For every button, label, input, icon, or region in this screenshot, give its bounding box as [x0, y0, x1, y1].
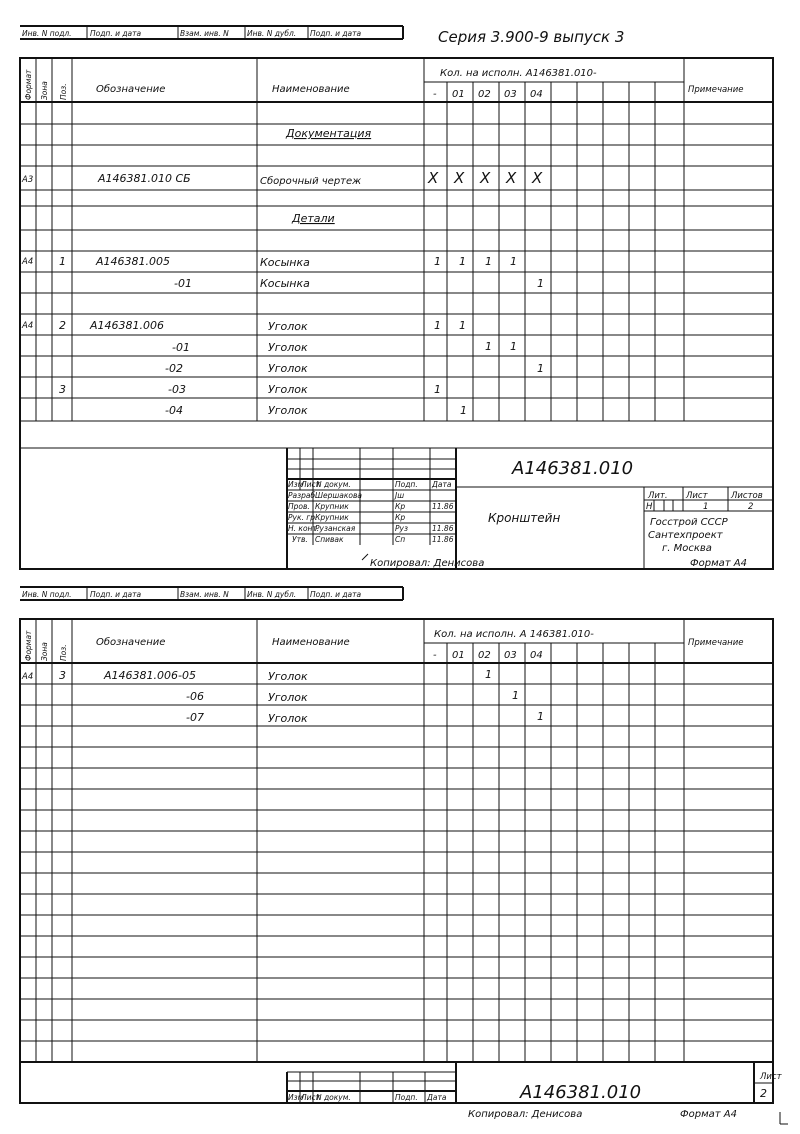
pos-cell: 1 — [59, 255, 66, 268]
qty-header: Кол. на исполн. А 146381.010- — [434, 629, 594, 640]
top-stamp — [20, 26, 403, 39]
zone-header: Зона — [40, 642, 49, 661]
stamp-sign-label: Подп. и дата — [90, 29, 142, 38]
name-cell: Уголок — [268, 383, 308, 396]
stamp-sign2-label: Подп. и дата — [310, 590, 362, 599]
name-header: Наименование — [272, 637, 350, 648]
qty-cell: 1 — [510, 255, 517, 268]
stamp-dup-label: Инв. N дубл. — [247, 590, 297, 599]
role-label: Утв. — [292, 535, 308, 544]
stamp-inv-label: Инв. N подл. — [22, 29, 72, 38]
product-name: Кронштейн — [488, 511, 561, 525]
designation-cell: -06 — [186, 690, 204, 703]
spec-header — [20, 629, 773, 663]
stamp-sign-label: Подп. и дата — [90, 590, 142, 599]
stamp-inv-label: Инв. N подл. — [22, 590, 72, 599]
section-heading: Документация — [286, 127, 372, 140]
qty-cell: 1 — [459, 255, 466, 268]
spec-columns — [36, 619, 684, 1062]
qty-header: Кол. на исполн. А146381.010- — [440, 68, 597, 79]
qty-cell: 1 — [510, 340, 517, 353]
role-date: 11.86 — [432, 535, 454, 544]
designation-cell: А146381.006 — [90, 319, 165, 332]
qty-cell: 1 — [459, 319, 466, 332]
designation-header: Обозначение — [96, 637, 166, 648]
qty-cell: X — [428, 169, 439, 187]
copied-by: Копировал: Денисова — [468, 1109, 583, 1120]
name-cell: Уголок — [268, 341, 308, 354]
exec-header: 02 — [478, 89, 491, 100]
title-block-short — [287, 1062, 783, 1103]
org-line-2: Сантехпроект — [648, 530, 723, 541]
tb-head: Подп. — [395, 480, 418, 489]
exec-header: - — [433, 89, 437, 100]
qty-cell: 1 — [434, 319, 441, 332]
qty-cell: 1 — [434, 383, 441, 396]
qty-cell: X — [454, 169, 465, 187]
series-title: Серия 3.900-9 выпуск 3 — [438, 28, 625, 46]
tb-head: Лист — [301, 480, 321, 489]
format-label: Формат А4 — [690, 558, 747, 569]
sheet-head: Лист — [686, 491, 708, 501]
designation-cell: -01 — [174, 277, 192, 290]
qty-cell: 1 — [485, 668, 492, 681]
role-name: Рузанская — [315, 524, 356, 533]
name-cell: Уголок — [268, 691, 308, 704]
note-header: Примечание — [688, 85, 744, 95]
spec-rows — [20, 684, 773, 1062]
lit-value: Н — [646, 502, 653, 512]
exec-header: 01 — [452, 89, 465, 100]
role-label: Н. конт. — [288, 524, 320, 533]
name-cell: Сборочный чертеж — [260, 176, 362, 187]
name-cell: Уголок — [268, 670, 308, 683]
tb-head: Дата — [432, 480, 452, 489]
org-line-1: Госстрой СССР — [650, 517, 728, 528]
top-stamp — [20, 587, 403, 600]
name-cell: Уголок — [268, 712, 308, 725]
format-cell: А3 — [22, 175, 34, 185]
note-header: Примечание — [688, 638, 744, 648]
designation-cell: -04 — [165, 404, 183, 417]
role-sign: Кр — [395, 502, 406, 511]
pos-cell: 3 — [59, 383, 66, 396]
exec-header: 01 — [452, 650, 465, 661]
role-name: Шершакова — [315, 491, 362, 500]
designation-cell: -07 — [186, 711, 204, 724]
tb-head: Изм — [288, 1093, 304, 1102]
role-label: Рук. гр. — [288, 513, 318, 522]
qty-cell: 1 — [537, 362, 544, 375]
format-header: Формат — [24, 69, 33, 100]
spec-columns — [36, 58, 684, 421]
role-sign: Руз — [395, 524, 408, 533]
role-label: Пров. — [288, 502, 310, 511]
qty-cell: 1 — [485, 340, 492, 353]
exec-header: 03 — [504, 650, 517, 661]
exec-header: 04 — [530, 650, 543, 661]
qty-cell: X — [480, 169, 491, 187]
tb-head: Подп. — [395, 1093, 418, 1102]
tb-head: Дата — [427, 1093, 447, 1102]
name-cell: Уголок — [268, 320, 308, 333]
format-header: Формат — [24, 630, 33, 661]
lit-head: Лит. — [648, 491, 668, 501]
pos-cell: 2 — [59, 319, 66, 332]
stamp-replace-label: Взам. инв. N — [180, 29, 229, 38]
spec-body-sheet-2 — [21, 668, 544, 725]
doc-number: А146381.010 — [520, 1082, 642, 1103]
qty-cell: 1 — [460, 404, 467, 417]
name-cell: Косынка — [260, 277, 310, 290]
designation-cell: А146381.010 СБ — [98, 172, 191, 185]
exec-header: 04 — [530, 89, 543, 100]
title-block — [287, 448, 773, 569]
tb-head: N докум. — [316, 480, 351, 489]
format-cell: А4 — [22, 257, 34, 267]
sheet-1 — [20, 26, 773, 569]
tb-head: Лист — [301, 1093, 321, 1102]
role-date: 11.86 — [432, 524, 454, 533]
designation-cell: -02 — [165, 362, 183, 375]
sheet-value: 1 — [703, 502, 709, 512]
name-cell: Косынка — [260, 256, 310, 269]
designation-header: Обозначение — [96, 84, 166, 95]
qty-cell: 1 — [434, 255, 441, 268]
role-date: 11.86 — [432, 502, 454, 511]
designation-cell: -03 — [168, 383, 186, 396]
copied-by: Копировал: Денисова — [370, 558, 485, 569]
sheets-value: 2 — [748, 502, 754, 512]
tb-head: N докум. — [316, 1093, 351, 1102]
tb-head: Изм — [288, 480, 304, 489]
spec-header — [20, 68, 773, 102]
pos-cell: 3 — [59, 669, 66, 682]
format-cell: А4 — [22, 321, 34, 331]
role-name: Крупник — [315, 502, 349, 511]
format-cell: А4 — [22, 672, 34, 682]
qty-cell: 1 — [537, 277, 544, 290]
section-heading: Детали — [292, 212, 335, 225]
qty-cell: X — [532, 169, 543, 187]
qty-cell: 1 — [512, 689, 519, 702]
stamp-dup-label: Инв. N дубл. — [247, 29, 297, 38]
role-sign: Jш — [395, 491, 405, 500]
qty-cell: 1 — [485, 255, 492, 268]
zone-header: Зона — [40, 81, 49, 100]
doc-number: А146381.010 — [512, 458, 634, 479]
org-line-3: г. Москва — [662, 543, 712, 554]
name-cell: Уголок — [268, 404, 308, 417]
designation-cell: А146381.005 — [96, 255, 171, 268]
sheets-head: Листов — [731, 491, 763, 501]
role-name: Крупник — [315, 513, 349, 522]
name-header: Наименование — [272, 84, 350, 95]
exec-header: - — [433, 650, 437, 661]
stamp-replace-label: Взам. инв. N — [180, 590, 229, 599]
qty-cell: X — [506, 169, 517, 187]
stamp-sign2-label: Подп. и дата — [310, 29, 362, 38]
pos-header: Поз. — [59, 644, 68, 661]
format-label: Формат А4 — [680, 1109, 737, 1120]
sheet-number-label: Лист — [760, 1072, 782, 1082]
exec-header: 03 — [504, 89, 517, 100]
sheet-2-frame — [20, 619, 773, 1103]
designation-cell: -01 — [172, 341, 190, 354]
sheet-2 — [20, 587, 788, 1124]
role-name: Спивак — [315, 535, 344, 544]
role-label: Разраб. — [288, 491, 318, 500]
role-sign: Кр — [395, 513, 406, 522]
pos-header: Поз. — [59, 83, 68, 100]
name-cell: Уголок — [268, 362, 308, 375]
designation-cell: А146381.006-05 — [104, 669, 196, 682]
sheet-number: 2 — [760, 1087, 767, 1100]
role-sign: Сп — [395, 535, 406, 544]
exec-header: 02 — [478, 650, 491, 661]
qty-cell: 1 — [537, 710, 544, 723]
